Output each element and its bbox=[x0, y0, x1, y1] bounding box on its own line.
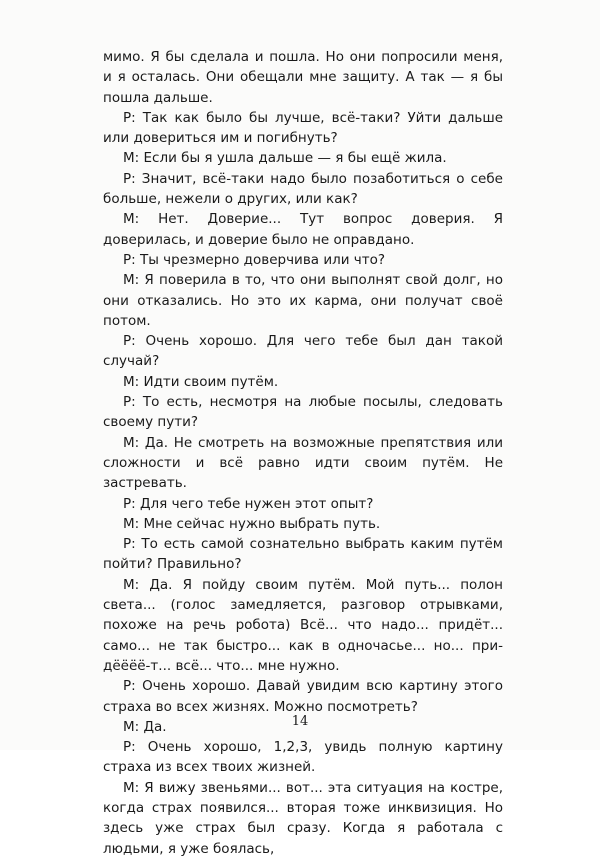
paragraph: Р: Для чего тебе нужен этот опыт? bbox=[123, 495, 374, 512]
paragraph: мимо. Я бы сделала и пошла. Но они попросили меня, и я осталась. Они обещали мне защиту. А так — я бы пошла дальше. bbox=[103, 49, 503, 106]
paragraph: М: Если бы я ушла дальше — я бы ещё жила. bbox=[123, 150, 447, 167]
paragraph: М: Нет. Доверие... Тут вопрос доверия. Я доверилась, и доверие было не оправдано. bbox=[103, 211, 503, 248]
paragraph: М: Я вижу звеньями... вот... эта ситуация на костре, когда страх появился... вторая тоже инквизиция. Но здесь уже страх был сразу. Когда я работала с людьми, я уже боялась, bbox=[103, 779, 503, 857]
page-number: 14 bbox=[291, 714, 309, 729]
paragraph: М: Идти своим путём. bbox=[123, 373, 279, 390]
paragraph: Р: Очень хорошо. Давай увидим всю картину этого страха во всех жизнях. Можно посмотреть? bbox=[103, 678, 503, 715]
paragraph: М: Мне сейчас нужно выбрать путь. bbox=[123, 515, 381, 532]
paragraph: М: Да. bbox=[123, 718, 167, 735]
paragraph: Р: То есть самой сознательно выбрать каким путём пойти? Правильно? bbox=[103, 536, 503, 573]
paragraph: Р: Так как было бы лучше, всё-таки? Уйти дальше или довериться им и погибнуть? bbox=[103, 109, 503, 147]
paragraph: М: Да. Я пойду своим путём. Мой путь... полон света... (голос замедляется, разговор отрывками, похоже на речь робота) Всё... что надо... придёт... само... не так быстро... как в одночасье... но... при-дёёёё-т... всё... что... мне нужно. bbox=[103, 576, 503, 674]
paragraph: Р: Значит, всё-таки надо было позаботиться о себе больше, нежели о других, или как? bbox=[103, 170, 503, 208]
paragraph: Р: Очень хорошо. Для чего тебе был дан такой случай? bbox=[103, 333, 503, 370]
paragraph: Р: Ты чрезмерно доверчива или что? bbox=[123, 251, 386, 268]
body-text bbox=[103, 47, 503, 859]
paragraph: Р: То есть, несмотря на любые посылы, следовать своему пути? bbox=[103, 394, 503, 431]
paragraph: Р: Очень хорошо, 1,2,3, увидь полную картину страха из всех твоих жизней. bbox=[103, 739, 503, 776]
paragraph: М: Да. Не смотреть на возможные препятствия или сложности и всё равно идти своим путём. Не застревать. bbox=[103, 434, 503, 492]
paragraph: М: Я поверила в то, что они выполнят свой долг, но они отказались. Но это их карма, они получат своё потом. bbox=[103, 272, 503, 329]
